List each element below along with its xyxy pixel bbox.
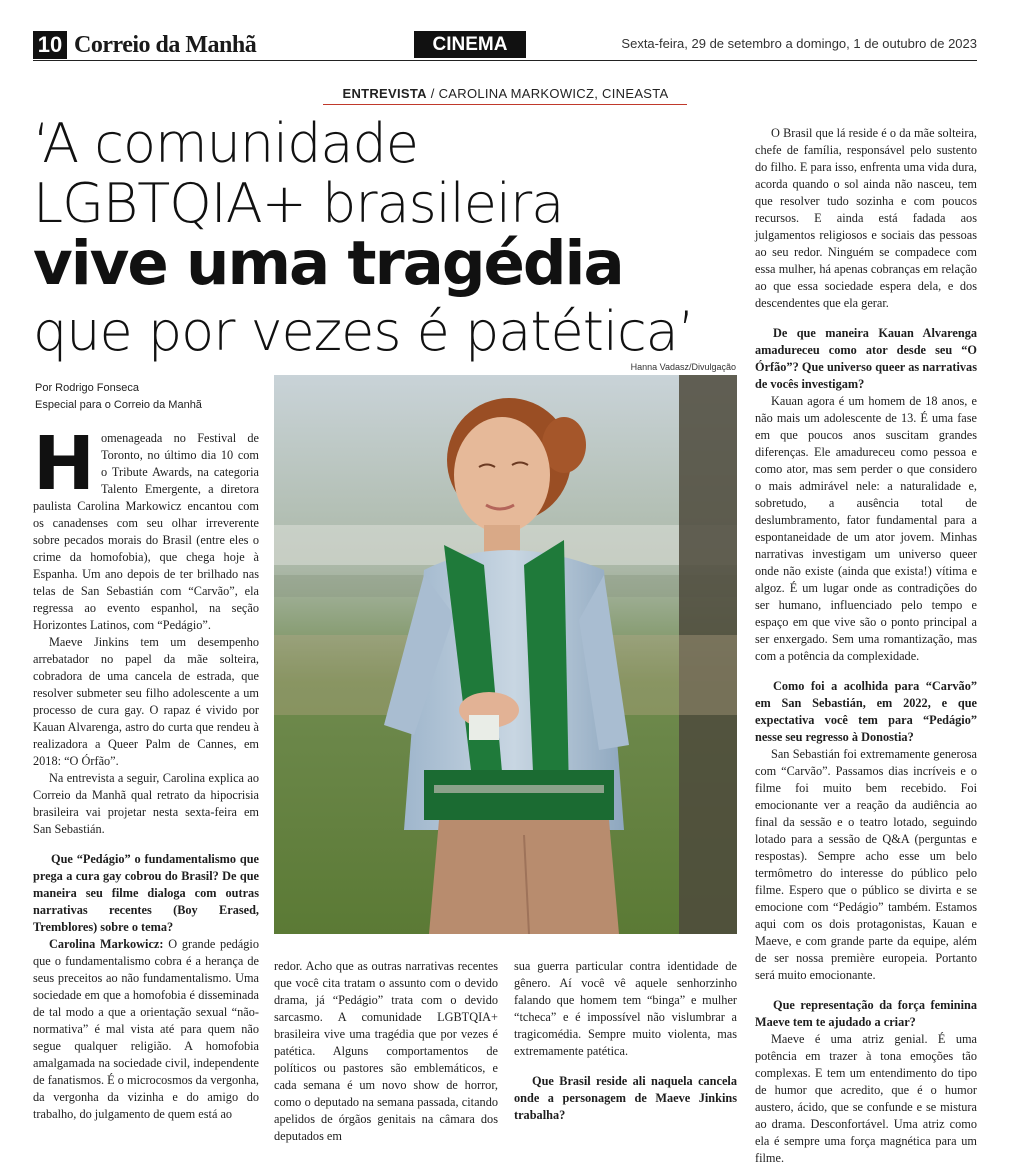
article-column-4 (755, 125, 977, 1167)
byline-author: Por Rodrigo Fonseca (35, 382, 139, 394)
kicker-label: ENTREVISTA (342, 86, 427, 101)
portrait-photo (274, 375, 737, 934)
headline-line-1: ‘A comunidade (33, 112, 418, 175)
newspaper-brand: Correio da Manhã (74, 32, 257, 58)
answer-text: O grande pedágio que o fundamentalismo cobra é a herança de seus preceitos ao não fundamentalismo. Uma sociedade em que a homofobia é disseminada de tal modo a que a orientação sexual “não-normativa” é mal vista até para quem não segue qualquer religião. A homofobia amalgamada na sociedade civil, independente de fanatismos. É o microcosmos da vergonha, da vergonha da vizinha e do amigo do trabalho, do julgamento de quem está ao (33, 937, 259, 1121)
portrait-illustration (274, 375, 737, 934)
paragraph: redor. Acho que as outras narrativas recentes que você cita tratam o assunto com o devido drama, já “Pedágio” trata com o devido sarcasmo. A comunidade LGBTQIA+ brasileira vive uma tragédia que por vezes é patética. Alguns comportamentos de políticos ou pastores são emblemáticos, e cada semana é um novo show de horror, como o deputado na semana passada, citando apelidos de órgãos genitais na câmara dos deputados em (274, 959, 498, 1143)
kicker-subject: / CAROLINA MARKOWICZ, CINEASTA (426, 86, 669, 101)
headline-line-3: vive uma tragédia (33, 228, 623, 299)
page-number: 10 (33, 31, 67, 59)
interview-answer: Maeve é uma atriz genial. É uma potência em trazer à tona emoções tão complexas. E tem um entendimento do tipo de humor que acredito, que é o humor austero, ácido, que se confunde e se mistura ao drama. Desconfortável. Uma atriz como ela é sempre uma força magnética para um filme. (755, 1032, 977, 1165)
paragraph: sua guerra particular contra identidade de gênero. Aí você vê aquele senhorzinho falando que homem tem “binga” e mulher “tcheca” e é impossível não vislumbrar a tragicomédia. Sempre muito violenta, mas extremamente patética. (514, 959, 737, 1058)
interview-answer (33, 936, 259, 1123)
paragraph: O Brasil que lá reside é o da mãe solteira, chefe de família, responsável pelo sustento do filho. E para isso, enfrenta uma vida dura, acorda quando o sol ainda não nasceu, tem que resolver tudo sozinha e com poucos recursos. E ainda está fadada aos julgamentos religiosos e sociais das pessoas ao seu redor. Ninguém se compadece com essa mulher, há apenas cobranças em relação ao que essa sociedade espera dela, e dos descendentes que ela gerar. (755, 126, 977, 310)
issue-date: Sexta-feira, 29 de setembro a domingo, 1 de outubro de 2023 (621, 36, 977, 51)
headline-line-4: que por vezes é patética’ (33, 300, 694, 363)
paragraph: Maeve Jinkins tem um desempenho arrebatador no papel da mãe solteira, cobradora de uma cancela de estrada, que resolver submeter seu filho adolescente a um processo de cura gay. O rapaz é vivido por Kauan Alvarenga, astro do curta que rendeu à realizadora a Queer Palm de Cannes, em 2018: “O Órfão”. (33, 635, 259, 768)
interview-question: Que representação da força feminina Maeve tem te ajudado a criar? (755, 998, 977, 1029)
interview-answer: Kauan agora é um homem de 18 anos, e não mais um adolescente de 13. É uma fase em que poucos anos suscitam grandes diferenças. Ele amadureceu como pessoa e como ator, mas sem perder o que considero o mais admirável nele: a naturalidade e, sobretudo, a ausência total de deslumbramento, fator fundamental para a espontaneidade de um ator jovem. Minhas narrativas investigam um universo queer onde não existe (ainda que exista!) vítima e algoz. É um lugar onde as contradições do ser humano, influenciado pelo tempo e espaço em que vive são o ponto principal a ser enxergado. Sem uma romantização, mas com a potência da complexidade. (755, 394, 977, 663)
article-column-3 (514, 958, 737, 1124)
interview-question: Que Brasil reside ali naquela cancela onde a personagem de Maeve Jinkins trabalha? (514, 1074, 737, 1122)
photo-credit: Hanna Vadasz/Divulgação (630, 362, 736, 372)
paragraph: Na entrevista a seguir, Carolina explica ao Correio da Manhã qual retrato da hipocrisia brasileira vai projetar nesta sexta-feira em San Sebastián. (33, 771, 259, 836)
header-rule (33, 60, 977, 61)
interview-question: De que maneira Kauan Alvarenga amadureceu como ator desde seu “O Órfão”? Que universo queer as narrativas de vocês investigam? (755, 326, 977, 391)
drop-cap: H (33, 421, 95, 507)
kicker (280, 86, 731, 101)
interview-answer: San Sebastián foi extremamente generosa com “Carvão”. Passamos dias incríveis e o filme foi muito bem recebido. Foi emocionante ver a reação da audiência ao final da sessão e o teatro lotado, seguindo lotado para a sessão de Q&A (perguntas e respostas). Sempre acho esse um belo termômetro do interesse do público pelo filme. Espero que o público se divirta e se emocione com “Pedágio” também. Estamos aqui com os dois protagonistas, Kauan e Maeve, e com grande parte da equipe, além de ser nossa première europeia. Portanto será muito emocionante. (755, 747, 977, 982)
article-column-2 (274, 958, 498, 1145)
answer-speaker: Carolina Markowicz: (49, 937, 164, 951)
headline-line-2: LGBTQIA+ brasileira (33, 172, 564, 235)
section-label: CINEMA (414, 31, 526, 58)
byline-role: Especial para o Correio da Manhã (35, 399, 202, 411)
interview-question: Que “Pedágio” o fundamentalismo que prega a cura gay cobrou do Brasil? De que maneira seu filme dialoga com outras narrativas recentes (Boy Erased, Tremblores) sobre o tema? (33, 852, 259, 934)
interview-question: Como foi a acolhida para “Carvão” em San Sebastián, em 2022, e que expectativa você tem para “Pedágio” nesse seu regresso à Donostia? (755, 679, 977, 744)
article-column-1 (33, 421, 259, 1123)
kicker-underline (323, 104, 687, 105)
paragraph: omenageada no Festival de Toronto, no último dia 10 com o Tribute Awards, na categoria Talento Emergente, a diretora paulista Carolina Markowicz encantou com os canadenses com seu olhar irreverente sobre pecados morais do Brasil (entre eles o crime da homofobia), que chega hoje à Espanha. Um ano depois de ter brilhado nas telas de San Sebastián com “Carvão”, ela regressa ao evento espanhol, na seção Horizontes Latinos, com “Pedágio”. (33, 431, 259, 632)
